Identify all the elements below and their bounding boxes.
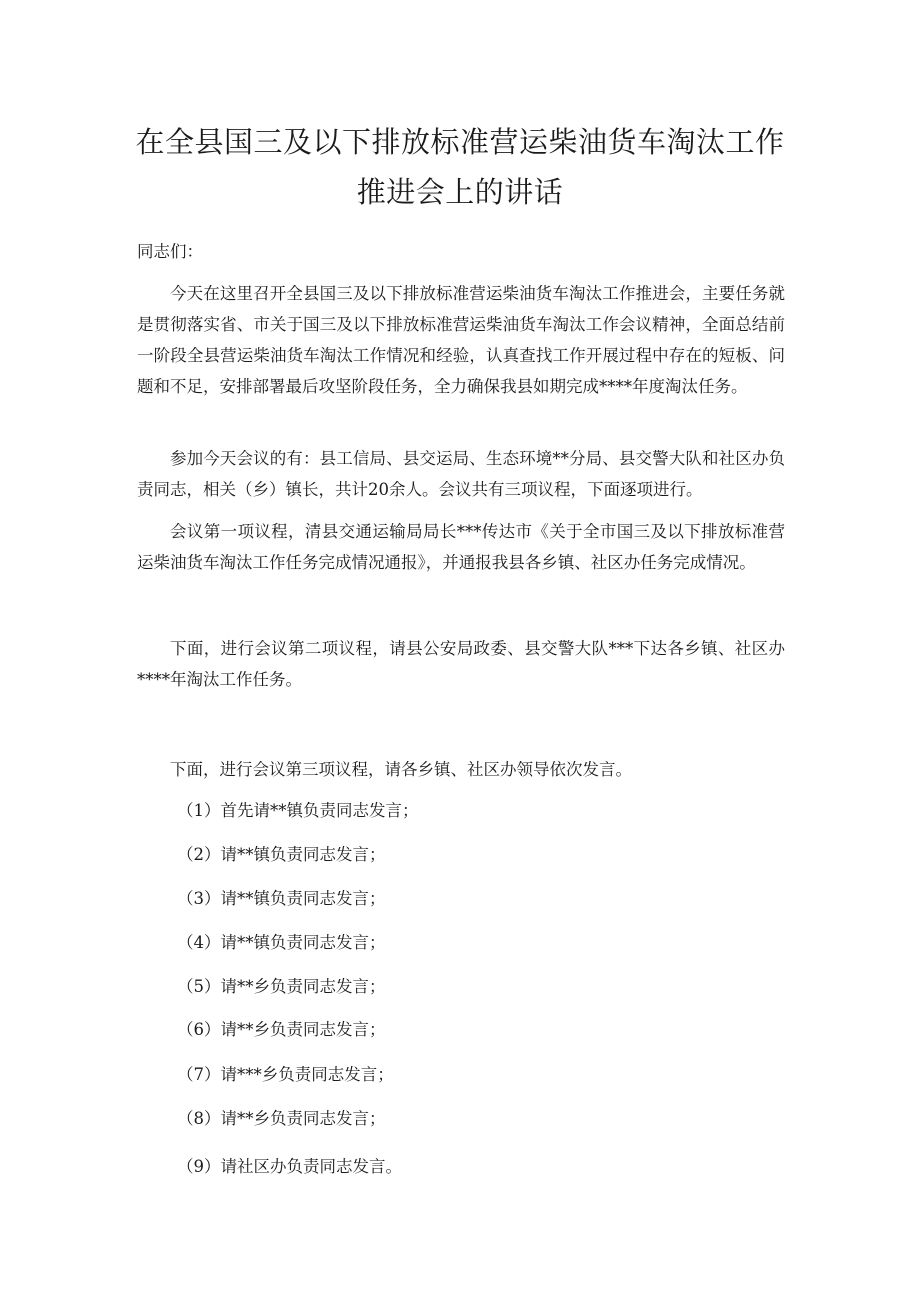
speaker-list-item: （8）请**乡负责同志发言； [177,1109,386,1128]
paragraph-agenda-two: 下面，进行会议第二项议程，请县公安局政委、县交警大队***下达各乡镇、社区办****年淘汰工作任务。 [137,639,785,689]
document-title-line-2: 推进会上的讲话 [356,175,564,209]
salutation: 同志们： [137,242,203,261]
speaker-list-item: （2）请**镇负责同志发言； [177,845,386,864]
speaker-list-item: （7）请***乡负责同志发言； [177,1065,394,1084]
paragraph-intro: 今天在这里召开全县国三及以下排放标准营运柴油货车淘汰工作推进会，主要任务就是贯彻落实省、市关于国三及以下排放标准营运柴油货车淘汰工作会议精神，全面总结前一阶段全县营运柴油货车淘汰工作情况和经验，认真查找工作开展过程中存在的短板、问题和不足，安排部署最后攻坚阶段任务，全力确保我县如期完成****年度淘汰任务。 [137,284,785,396]
paragraph-agenda-three: 下面，进行会议第三项议程，请各乡镇、社区办领导依次发言。 [170,760,632,779]
speaker-list-item: （9）请社区办负责同志发言。 [177,1157,402,1176]
speaker-list-item: （5）请**乡负责同志发言； [177,977,386,996]
speaker-list-item: （6）请**乡负责同志发言； [177,1020,386,1039]
paragraph-attendees: 参加今天会议的有：县工信局、县交运局、生态环境**分局、县交警大队和社区办负责同志，相关（乡）镇长，共计20余人。会议共有三项议程，下面逐项进行。 [137,449,785,499]
speaker-list-item: （1）首先请**镇负责同志发言； [177,801,419,820]
speaker-list-item: （4）请**镇负责同志发言； [177,933,386,952]
paragraph-agenda-one: 会议第一项议程，清县交通运输局局长***传达市《关于全市国三及以下排放标准营运柴油货车淘汰工作任务完成情况通报》，并通报我县各乡镇、社区办任务完成情况。 [137,522,785,572]
document-title-line-1: 在全县国三及以下排放标准营运柴油货车淘汰工作 [135,125,785,159]
speaker-list-item: （3）请**镇负责同志发言； [177,889,386,908]
